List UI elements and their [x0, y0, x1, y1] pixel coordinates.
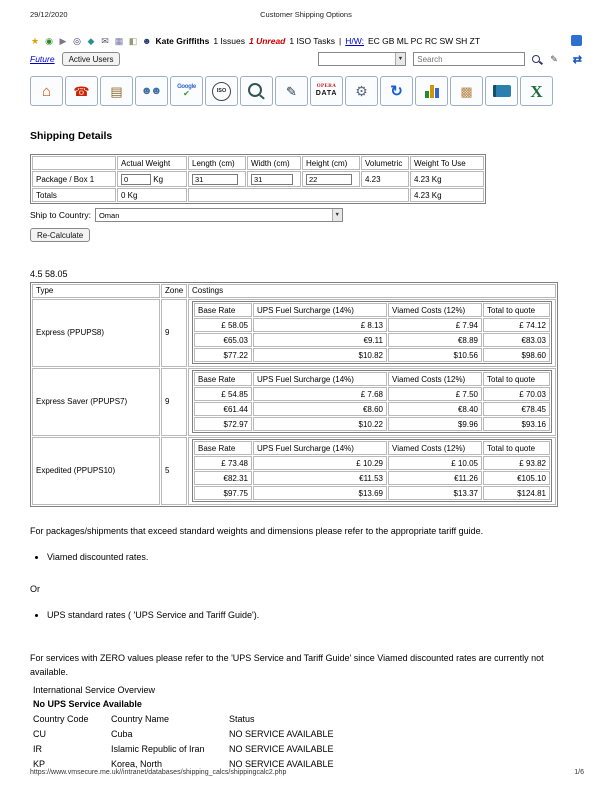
- service-row: [32, 299, 556, 367]
- mail-icon[interactable]: ✉: [101, 35, 109, 46]
- quick-nav-select[interactable]: [318, 52, 406, 66]
- service-type: Express Saver (PPUPS7): [32, 368, 160, 436]
- separator: |: [339, 35, 342, 46]
- or-text: Or: [30, 584, 40, 594]
- weight-to-use-value: 4.23 Kg: [410, 171, 484, 187]
- service-zone: 5: [161, 437, 187, 505]
- service-costs-table: Base Rate UPS Fuel Surcharge (14%) Viamed Costs (12%) Total to quote £ 73.48 £ 10.29 £ 10.05 £ 93.82 €82.31 €11.53 €11.26 €105.10 $97.75 $13.69 $13.37 $124.81: [192, 439, 552, 502]
- tray-icon[interactable]: ◧: [128, 35, 138, 46]
- service-zone: 9: [161, 368, 187, 436]
- eur-row: €61.44 €8.60 €8.40 €78.45: [194, 402, 550, 416]
- issues-count[interactable]: 1 Issues: [213, 35, 245, 46]
- iso-icon[interactable]: ISO: [205, 76, 238, 106]
- eur-row: €82.31 €11.53 €11.26 €105.10: [194, 471, 550, 485]
- table-row: KP Korea, North NO SERVICE AVAILABLE: [33, 758, 334, 769]
- chart-icon[interactable]: [415, 76, 448, 106]
- weight-unit: Kg: [153, 174, 164, 184]
- chevron-down-icon: ▼: [332, 209, 342, 221]
- edit-icon[interactable]: ✎: [550, 53, 558, 64]
- footer-url: https://www.vmsecure.me.uk//intranet/databases/shipping_calcs/shippingcalc2.php: [30, 769, 287, 776]
- magnifier-icon[interactable]: [240, 76, 273, 106]
- refresh-icon[interactable]: ↻: [380, 76, 413, 106]
- service-costs-table: Base Rate UPS Fuel Surcharge (14%) Viamed Costs (12%) Total to quote £ 54.85 £ 7.68 £ 7.50 £ 70.03 €61.44 €8.60 €8.40 €78.45 $72.97 $10.22 $9.96 $93.16: [192, 370, 552, 433]
- shipping-table: [30, 154, 486, 204]
- debug-values: 4.5 58.05: [30, 268, 68, 279]
- totals-row: [32, 188, 484, 202]
- package-row: [32, 171, 484, 187]
- go-icon[interactable]: ▶: [59, 35, 67, 46]
- shipping-header-row: Actual Weight Length (cm) Width (cm) Height (cm) Volumetric Weight To Use: [32, 156, 484, 170]
- footer-page-number: 1/6: [574, 769, 584, 776]
- check-icon: ✔: [183, 89, 190, 99]
- search-input[interactable]: [413, 52, 525, 66]
- excel-icon[interactable]: X: [520, 76, 553, 106]
- key-icon[interactable]: ◆: [87, 35, 95, 46]
- top-toolbar: [30, 35, 582, 46]
- totals-weight-to-use: 4.23 Kg: [410, 188, 484, 202]
- user-name[interactable]: Kate Griffiths: [155, 35, 210, 46]
- service-type: Expedited (PPUPS10): [32, 437, 160, 505]
- ship-to-country-value: Oman: [98, 210, 120, 220]
- totals-label: Totals: [32, 188, 116, 202]
- hw-link[interactable]: H/W:: [345, 35, 364, 46]
- search-icon[interactable]: ◎: [73, 35, 81, 46]
- list-item: • Viamed discounted rates.: [47, 552, 582, 562]
- ship-to-country-row: [30, 208, 582, 222]
- gears-icon[interactable]: ⚙: [345, 76, 378, 106]
- gbp-row: £ 73.48 £ 10.29 £ 10.05 £ 93.82: [194, 456, 550, 470]
- ship-to-label: Ship to Country:: [30, 210, 91, 220]
- user-icon: ☻: [142, 35, 152, 46]
- archive-icon[interactable]: ▤: [100, 76, 133, 106]
- hw-codes[interactable]: EC GB ML PC RC SW SH ZT: [367, 35, 481, 46]
- usd-row: $97.75 $13.69 $13.37 $124.81: [194, 486, 550, 500]
- shipping-details-heading: Shipping Details: [30, 130, 113, 142]
- print-header: [0, 0, 612, 19]
- app-icon[interactable]: [571, 35, 582, 46]
- table-row: IR Islamic Republic of Iran NO SERVICE AVAILABLE: [33, 743, 334, 754]
- service-type: Express (PPUPS8): [32, 299, 160, 367]
- pen-icon[interactable]: ✎: [275, 76, 308, 106]
- tariff-note: For packages/shipments that exceed standard weights and dimensions please refer to the appropriate tariff guide.: [30, 525, 484, 536]
- intl-service-overview-heading: International Service Overview: [33, 685, 156, 695]
- no-service-header-row: Country Code Country Name Status: [33, 713, 255, 724]
- package-icon[interactable]: ▩: [450, 76, 483, 106]
- phone-icon[interactable]: ☎: [65, 76, 98, 106]
- package-row-label: Package / Box 1: [32, 171, 116, 187]
- secondary-toolbar: [30, 52, 582, 66]
- usd-row: $77.22 $10.82 $10.56 $98.60: [194, 348, 550, 362]
- table-row: CU Cuba NO SERVICE AVAILABLE: [33, 728, 334, 739]
- iso-tasks-count[interactable]: 1 ISO Tasks: [289, 35, 336, 46]
- print-footer: [30, 769, 584, 776]
- gbp-row: £ 58.05 £ 8.13 £ 7.94 £ 74.12: [194, 318, 550, 332]
- eur-row: €65.03 €9.11 €8.89 €83.03: [194, 333, 550, 347]
- print-title: Customer Shipping Options: [260, 10, 352, 19]
- costings-table: [30, 282, 558, 507]
- no-service-table: [33, 711, 429, 771]
- users-icon[interactable]: ☻☻: [135, 76, 168, 106]
- length-input[interactable]: [192, 174, 238, 185]
- volumetric-value: 4.23: [361, 171, 409, 187]
- recalculate-button[interactable]: Re-Calculate: [30, 228, 90, 242]
- gbp-row: £ 54.85 £ 7.68 £ 7.50 £ 70.03: [194, 387, 550, 401]
- status-icon[interactable]: ◉: [45, 35, 53, 46]
- totals-weight: 0 Kg: [117, 188, 187, 202]
- ship-to-country-select[interactable]: [95, 208, 343, 222]
- actual-weight-input[interactable]: [121, 174, 151, 185]
- google-icon[interactable]: Google ✔: [170, 76, 203, 106]
- width-input[interactable]: [251, 174, 293, 185]
- chevron-down-icon: ▼: [395, 53, 405, 65]
- zero-values-note: For services with ZERO values please refer to the 'UPS Service and Tariff Guide' since Viamed discounted rates are currently not available.: [30, 653, 544, 677]
- sync-icon[interactable]: ⇄: [572, 53, 582, 66]
- service-costs-table: Base Rate UPS Fuel Surcharge (14%) Viamed Costs (12%) Total to quote £ 58.05 £ 8.13 £ 7.94 £ 74.12 €65.03 €9.11 €8.89 €83.03 $77.22 $10.82 $10.56 $98.60: [192, 301, 552, 364]
- grid-icon[interactable]: ▦: [114, 35, 124, 46]
- book-icon[interactable]: [485, 76, 518, 106]
- search-go-icon[interactable]: [532, 55, 540, 63]
- opera-data-icon[interactable]: OPERA DATA: [310, 76, 343, 106]
- service-row: [32, 368, 556, 436]
- service-zone: 9: [161, 299, 187, 367]
- active-users-button[interactable]: Active Users: [62, 52, 121, 66]
- height-input[interactable]: [306, 174, 352, 185]
- rates-list: [30, 610, 582, 620]
- service-row: [32, 437, 556, 505]
- list-item: • UPS standard rates ( 'UPS Service and Tariff Guide').: [47, 610, 582, 620]
- print-date: 29/12/2020: [30, 10, 68, 19]
- future-link[interactable]: Future: [30, 54, 55, 64]
- home-icon[interactable]: ⌂: [30, 76, 63, 106]
- no-service-heading: No UPS Service Available: [33, 699, 142, 709]
- costings-header-row: Type Zone Costings: [32, 284, 556, 298]
- favourite-icon[interactable]: ★: [30, 35, 40, 46]
- usd-row: $72.97 $10.22 $9.96 $93.16: [194, 417, 550, 431]
- main-icon-bar: [30, 76, 582, 106]
- unread-count[interactable]: 1 Unread: [248, 35, 286, 46]
- rates-list: [30, 552, 582, 562]
